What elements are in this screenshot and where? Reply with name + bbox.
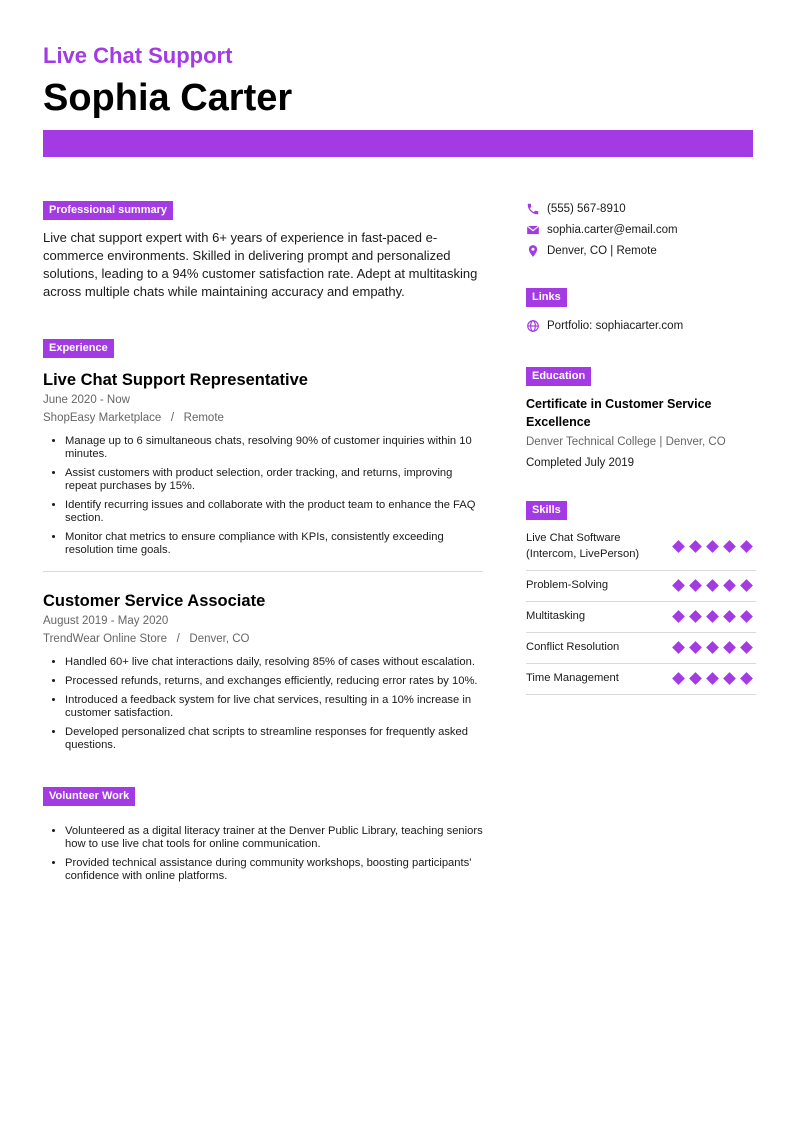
rating-diamond-icon (723, 579, 736, 592)
section-label-experience: Experience (43, 339, 114, 358)
volunteer-bullets (43, 825, 483, 883)
education-school: Denver Technical College (526, 436, 657, 448)
email-text[interactable]: sophia.carter@email.com (547, 223, 678, 236)
contact-location (526, 240, 756, 261)
list-item: • Volunteered as a digital literacy trainer at the Denver Public Library, teaching seniors how to use live chat tools for online communication. (65, 825, 483, 851)
list-item: • Assist customers with product selection, order tracking, and returns, improving repeat purchases by 15%. (65, 467, 483, 493)
skill-rating (673, 542, 752, 551)
job-company-line (43, 630, 483, 648)
skill-rating (673, 612, 752, 621)
list-item: • Identify recurring issues and collaborate with the product team to enhance the FAQ section. (65, 499, 483, 525)
skill-name: Time Management (526, 672, 619, 684)
skill-name: Live Chat Software (Intercom, LivePerson) (526, 532, 640, 560)
job-title: Customer Service Associate (43, 592, 266, 610)
skill-row (526, 524, 756, 571)
section-label-volunteer: Volunteer Work (43, 787, 135, 806)
rating-diamond-icon (740, 641, 753, 654)
skill-name: Problem-Solving (526, 579, 609, 591)
rating-diamond-icon (689, 641, 702, 654)
rating-diamond-icon (672, 641, 685, 654)
job-company: ShopEasy Marketplace (43, 412, 162, 424)
rating-diamond-icon (689, 610, 702, 623)
skill-rating (673, 674, 752, 683)
job-bullets (43, 656, 483, 752)
list-item: • Provided technical assistance during community workshops, boosting participants' confidence with online platforms. (65, 857, 483, 883)
section-label-education: Education (526, 367, 591, 386)
location-text: Denver, CO | Remote (547, 244, 657, 257)
resume-header (43, 40, 753, 122)
rating-diamond-icon (740, 672, 753, 685)
rating-diamond-icon (706, 672, 719, 685)
sidebar-column (526, 198, 756, 695)
section-label-summary: Professional summary (43, 201, 173, 220)
phone-text: (555) 567-8910 (547, 202, 626, 215)
job-divider (43, 571, 483, 572)
contact-phone (526, 198, 756, 219)
skill-rating (673, 643, 752, 652)
education-date: Completed July 2019 (526, 457, 635, 469)
job-company: TrendWear Online Store (43, 633, 168, 645)
globe-icon (526, 319, 540, 333)
envelope-icon (526, 223, 540, 237)
skill-row (526, 633, 756, 664)
education-location: Denver, CO (665, 436, 726, 448)
rating-diamond-icon (706, 610, 719, 623)
rating-diamond-icon (723, 672, 736, 685)
summary-text: Live chat support expert with 6+ years of experience in fast-paced e-commerce environments. Skilled in delivering prompt and personalized solutions, leading to a 94% customer satisfaction rate. Adept at multitasking across multiple chats while maintaining accuracy and empathy. (43, 230, 478, 299)
job-bullets (43, 435, 483, 557)
education-title: Certificate in Customer Service Excellence (526, 397, 712, 429)
rating-diamond-icon (672, 579, 685, 592)
rating-diamond-icon (723, 610, 736, 623)
list-item: • Introduced a feedback system for live chat services, resulting in a 10% increase in customer satisfaction. (65, 694, 483, 720)
meta-separator: / (164, 412, 181, 424)
skill-row (526, 602, 756, 633)
meta-separator: | (659, 436, 666, 448)
phone-icon (526, 202, 540, 216)
list-item: • Manage up to 6 simultaneous chats, resolving 90% of customer inquiries within 10 minutes. (65, 435, 483, 461)
job-location: Remote (183, 412, 224, 424)
rating-diamond-icon (672, 540, 685, 553)
section-label-links: Links (526, 288, 567, 307)
list-item: • Monitor chat metrics to ensure compliance with KPIs, consistently exceeding resolution time goals. (65, 531, 483, 557)
skill-row (526, 664, 756, 695)
skills-section (526, 500, 756, 695)
experience-section (43, 338, 483, 752)
rating-diamond-icon (689, 672, 702, 685)
rating-diamond-icon (723, 540, 736, 553)
volunteer-section (43, 786, 483, 883)
job-dates: June 2020 - Now (43, 394, 130, 406)
rating-diamond-icon (689, 579, 702, 592)
header-accent-bar (43, 130, 753, 157)
rating-diamond-icon (706, 641, 719, 654)
job-company-line (43, 409, 483, 427)
job-location: Denver, CO (189, 633, 250, 645)
job-entry (43, 369, 483, 557)
rating-diamond-icon (740, 579, 753, 592)
rating-diamond-icon (672, 610, 685, 623)
job-dates: August 2019 - May 2020 (43, 615, 169, 627)
map-pin-icon (526, 244, 540, 258)
list-item: • Processed refunds, returns, and exchanges efficiently, reducing error rates by 10%. (65, 675, 483, 688)
list-item: • Handled 60+ live chat interactions daily, resolving 85% of cases without escalation. (65, 656, 483, 669)
rating-diamond-icon (740, 540, 753, 553)
contact-email (526, 219, 756, 240)
rating-diamond-icon (672, 672, 685, 685)
skill-name: Conflict Resolution (526, 641, 620, 653)
skill-rating (673, 581, 752, 590)
meta-separator: / (170, 633, 187, 645)
portfolio-text[interactable]: Portfolio: sophiacarter.com (547, 319, 684, 332)
skills-list (526, 524, 756, 695)
job-entry (43, 590, 483, 752)
skill-name: Multitasking (526, 610, 586, 622)
section-label-skills: Skills (526, 501, 567, 520)
rating-diamond-icon (706, 579, 719, 592)
rating-diamond-icon (706, 540, 719, 553)
education-school-line (526, 433, 756, 451)
rating-diamond-icon (723, 641, 736, 654)
skill-row (526, 571, 756, 602)
job-role-title: Live Chat Support (43, 43, 233, 68)
rating-diamond-icon (689, 540, 702, 553)
links-section (526, 287, 756, 336)
job-title: Live Chat Support Representative (43, 371, 308, 389)
portfolio-link[interactable] (526, 315, 756, 336)
education-section (526, 366, 756, 472)
main-column (43, 200, 483, 889)
rating-diamond-icon (740, 610, 753, 623)
list-item: • Developed personalized chat scripts to streamline responses for frequently asked questions. (65, 726, 483, 752)
candidate-name: Sophia Carter (43, 77, 293, 119)
summary-section (43, 200, 483, 301)
contact-section (526, 198, 756, 261)
